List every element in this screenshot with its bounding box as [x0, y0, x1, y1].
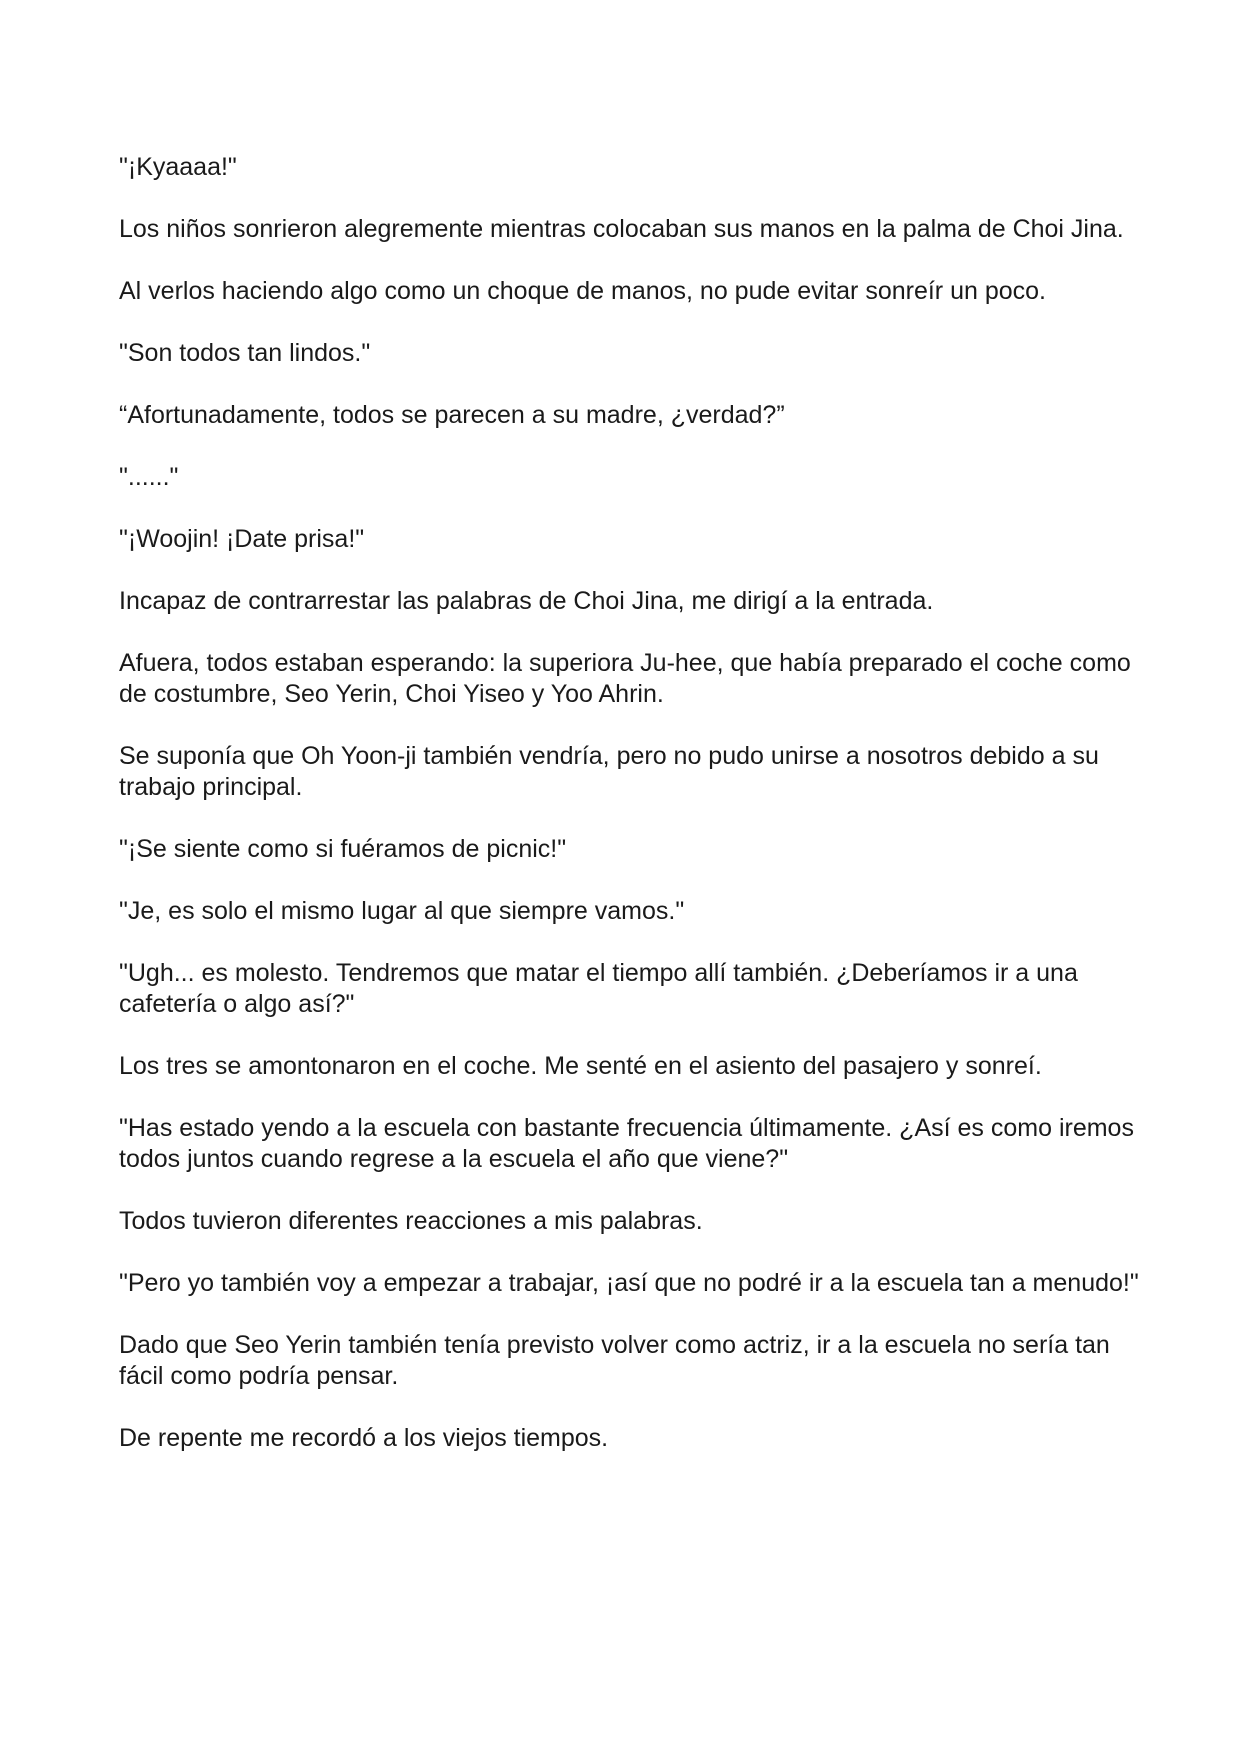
- paragraph: Los tres se amontonaron en el coche. Me senté en el asiento del pasajero y sonreí.: [119, 1052, 1042, 1080]
- paragraph: Todos tuvieron diferentes reacciones a mis palabras.: [119, 1207, 703, 1235]
- paragraph: Al verlos haciendo algo como un choque de manos, no pude evitar sonreír un poco.: [119, 277, 1046, 305]
- paragraph: “Afortunadamente, todos se parecen a su madre, ¿verdad?”: [119, 401, 785, 429]
- paragraph: "Has estado yendo a la escuela con bastante frecuencia últimamente. ¿Así es como iremos todos juntos cuando regrese a la escuela el año que viene?": [119, 1114, 1134, 1173]
- paragraph: "¡Se siente como si fuéramos de picnic!": [119, 835, 567, 863]
- paragraph: Se suponía que Oh Yoon-ji también vendría, pero no pudo unirse a nosotros debido a su trabajo principal.: [119, 742, 1099, 801]
- paragraph: "¡Woojin! ¡Date prisa!": [119, 525, 365, 553]
- document-body: [119, 152, 1139, 1485]
- paragraph: "Ugh... es molesto. Tendremos que matar el tiempo allí también. ¿Deberíamos ir a una cafetería o algo así?": [119, 959, 1078, 1018]
- paragraph: Los niños sonrieron alegremente mientras colocaban sus manos en la palma de Choi Jina.: [119, 215, 1124, 243]
- paragraph: "¡Kyaaaa!": [119, 153, 237, 181]
- paragraph: "......": [119, 463, 179, 491]
- paragraph: De repente me recordó a los viejos tiempos.: [119, 1424, 609, 1452]
- paragraph: "Pero yo también voy a empezar a trabajar, ¡así que no podré ir a la escuela tan a menudo!": [119, 1269, 1139, 1297]
- paragraph: "Je, es solo el mismo lugar al que siempre vamos.": [119, 897, 685, 925]
- paragraph: "Son todos tan lindos.": [119, 339, 371, 367]
- paragraph: Dado que Seo Yerin también tenía previsto volver como actriz, ir a la escuela no sería tan fácil como podría pensar.: [119, 1331, 1110, 1390]
- paragraph: Incapaz de contrarrestar las palabras de Choi Jina, me dirigí a la entrada.: [119, 587, 934, 615]
- paragraph: Afuera, todos estaban esperando: la superiora Ju-hee, que había preparado el coche como de costumbre, Seo Yerin, Choi Yiseo y Yoo Ahrin.: [119, 649, 1131, 708]
